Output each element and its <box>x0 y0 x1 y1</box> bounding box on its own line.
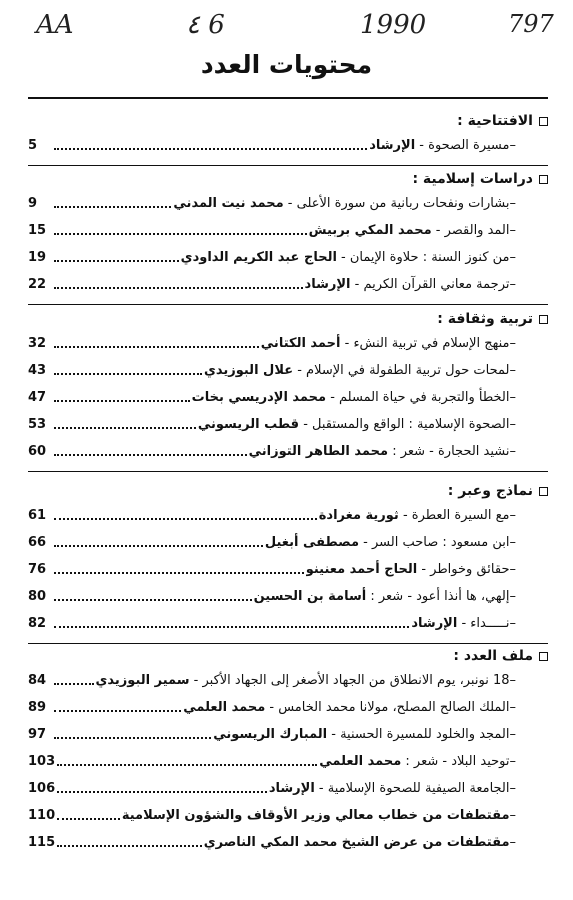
entry-title-text: 18 نونبر، يوم الانطلاق من الجهاد الأصغر إلى الجهاد الأكبر - <box>189 673 510 688</box>
entry-page-number: 84 <box>28 673 47 688</box>
entry-dash: – <box>509 754 516 769</box>
entry-title <box>204 829 510 856</box>
entry-page-number: 43 <box>28 363 47 378</box>
entry-title-text: الصحوة الإسلامية : الواقع والمستقبل - <box>299 417 510 432</box>
toc-entry[interactable] <box>28 829 548 856</box>
entry-title <box>261 330 510 357</box>
toc-entry[interactable] <box>28 775 548 802</box>
toc-entry[interactable] <box>28 438 548 465</box>
toc-entry[interactable] <box>28 271 548 298</box>
handwritten-issue-mark: ٤ 6 <box>186 10 225 40</box>
entry-title-text: توحيد البلاد - شعر : <box>401 754 510 769</box>
dot-leader <box>54 453 247 456</box>
entry-dash: – <box>509 589 516 604</box>
checkbox-square-icon <box>539 117 548 126</box>
toc-section <box>28 645 548 856</box>
entry-dash: – <box>509 417 516 432</box>
entry-author: الإرشاد <box>369 138 416 153</box>
entry-title-text: الملك الصالح المصلح، مولانا محمد الخامس - <box>265 700 510 715</box>
toc-entry[interactable] <box>28 583 548 610</box>
entry-dash: – <box>509 781 516 796</box>
entry-dash: – <box>509 390 516 405</box>
entry-page-number: 80 <box>28 589 47 604</box>
entry-title <box>213 721 509 748</box>
entry-author: المبارك الريسوني <box>213 727 328 742</box>
entry-author: مصطفى أبغيل <box>264 535 360 550</box>
entry-title-text: بشارات ونفحات ربانية من سورة الأعلى - <box>283 196 510 211</box>
entry-author: الإرشاد <box>411 616 458 631</box>
section-divider <box>28 643 548 644</box>
entry-title <box>319 748 509 775</box>
dot-leader <box>54 598 252 601</box>
entry-title <box>198 411 510 438</box>
entry-title <box>192 384 510 411</box>
entry-author: محمد العلمي <box>319 754 402 769</box>
entry-dash: – <box>509 336 516 351</box>
toc-entry[interactable] <box>28 556 548 583</box>
toc-entry[interactable] <box>28 411 548 438</box>
entry-dash: – <box>509 444 516 459</box>
entry-title <box>305 271 510 298</box>
entry-dash: – <box>509 508 516 523</box>
dot-leader <box>54 517 317 520</box>
dot-leader <box>54 571 304 574</box>
section-heading-label: دراسات إسلامية : <box>412 171 533 187</box>
entry-title-text: من كنوز السنة : حلاوة الإيمان - <box>336 250 510 265</box>
entry-author: محمد المكي بربيش <box>308 223 432 238</box>
dot-leader <box>54 544 263 547</box>
entry-title-text: الجامعة الصيفية للصحوة الإسلامية - <box>314 781 510 796</box>
entry-title <box>173 190 509 217</box>
entry-title-text: ترجمة معاني القرآن الكريم - <box>350 277 510 292</box>
section-heading-label: نماذج وعبر : <box>447 483 533 499</box>
toc-entry[interactable] <box>28 330 548 357</box>
toc-section <box>28 110 548 166</box>
handwritten-year: 1990 <box>360 10 427 40</box>
dot-leader <box>54 709 181 712</box>
entry-dash: – <box>509 196 516 211</box>
entry-title <box>369 132 509 159</box>
toc-entry[interactable] <box>28 529 548 556</box>
entry-title-text: لمحات حول تربية الطفولة في الإسلام - <box>293 363 510 378</box>
entry-author: محمد نيت المدني <box>173 196 284 211</box>
toc-entry[interactable] <box>28 667 548 694</box>
checkbox-square-icon <box>539 175 548 184</box>
entry-author: محمد الإدريسي بخات <box>191 390 327 405</box>
entry-title <box>309 217 510 244</box>
dot-leader <box>54 736 211 739</box>
entry-author: الإرشاد <box>304 277 351 292</box>
entry-page-number: 19 <box>28 250 47 265</box>
entry-title-text: مع السيرة العطرة - <box>398 508 510 523</box>
toc-section <box>28 308 548 472</box>
entry-dash: – <box>509 223 516 238</box>
section-heading <box>28 480 548 502</box>
entry-dash: – <box>509 277 516 292</box>
dot-leader <box>54 232 307 235</box>
handwritten-number-left: AA <box>36 10 74 40</box>
entry-dash: – <box>509 835 516 850</box>
entry-page-number: 66 <box>28 535 47 550</box>
dot-leader <box>57 763 317 766</box>
entry-author: علال البوزيدي <box>203 363 294 378</box>
entry-title-text: ابن مسعود : صاحب السر - <box>359 535 510 550</box>
entry-author: محمد الطاهر التوزاني <box>248 444 389 459</box>
entry-title-text: منهج الإسلام في تربية النشء - <box>340 336 510 351</box>
title-divider <box>28 97 548 99</box>
entry-title <box>265 529 510 556</box>
checkbox-square-icon <box>539 487 548 496</box>
toc-section <box>28 480 548 644</box>
entry-page-number: 53 <box>28 417 47 432</box>
entry-title-text: المجد والخلود للمسيرة الحسنية - <box>327 727 510 742</box>
entry-page-number: 97 <box>28 727 47 742</box>
entry-title <box>181 244 510 271</box>
dot-leader <box>57 844 202 847</box>
toc-entry[interactable] <box>28 244 548 271</box>
entry-author: أحمد الكتاني <box>260 336 341 351</box>
entry-dash: – <box>509 535 516 550</box>
dot-leader <box>54 426 196 429</box>
dot-leader <box>54 259 179 262</box>
entry-dash: – <box>509 700 516 715</box>
entry-page-number: 15 <box>28 223 47 238</box>
section-heading <box>28 645 548 667</box>
entry-author: مقتطفات من خطاب معالي وزير الأوقاف والشؤون الإسلامية <box>121 808 510 823</box>
checkbox-square-icon <box>539 652 548 661</box>
entry-dash: – <box>509 562 516 577</box>
entry-title-text: مسيرة الصحوة - <box>415 138 510 153</box>
entry-dash: – <box>509 727 516 742</box>
entry-author: مقتطفات من عرض الشيخ محمد المكي الناصري <box>203 835 510 850</box>
entry-author: الإرشاد <box>268 781 315 796</box>
entry-title <box>122 802 510 829</box>
entry-dash: – <box>509 250 516 265</box>
entry-author: الحاج أحمد معنينو <box>305 562 418 577</box>
section-divider <box>28 304 548 305</box>
entry-author: الحاج عبد الكريم الداودي <box>180 250 337 265</box>
entry-dash: – <box>509 616 516 631</box>
entry-page-number: 32 <box>28 336 47 351</box>
entry-title <box>306 556 510 583</box>
entry-dash: – <box>509 673 516 688</box>
dot-leader <box>54 682 94 685</box>
entry-page-number: 106 <box>28 781 56 796</box>
dot-leader <box>54 372 202 375</box>
entry-title <box>204 357 510 384</box>
entry-author: سمير البوزيدي <box>95 673 190 688</box>
entry-page-number: 89 <box>28 700 47 715</box>
entry-author: قطب الريسوني <box>197 417 300 432</box>
toc-section <box>28 168 548 305</box>
entry-title <box>319 502 510 529</box>
toc-entry[interactable] <box>28 694 548 721</box>
entry-dash: – <box>509 138 516 153</box>
entry-author: أسامة بن الحسين <box>253 589 367 604</box>
entry-dash: – <box>509 808 516 823</box>
toc-entry[interactable] <box>28 190 548 217</box>
entry-title-text: نشيد الحجارة - شعر : <box>388 444 510 459</box>
entry-title-text: إلهي، ها أنذا أعود - شعر : <box>366 589 510 604</box>
entry-title-text: حقائق وخواطر - <box>417 562 510 577</box>
toc-entry[interactable] <box>28 132 548 159</box>
toc-entry[interactable] <box>28 748 548 775</box>
entry-title <box>269 775 510 802</box>
entry-title-text: الخطأ والتجربة في حياة المسلم - <box>326 390 510 405</box>
entry-page-number: 61 <box>28 508 47 523</box>
section-heading <box>28 110 548 132</box>
section-heading-label: ملف العدد : <box>453 648 533 664</box>
entry-page-number: 115 <box>28 835 56 850</box>
section-divider <box>28 165 548 166</box>
entry-page-number: 9 <box>28 196 38 211</box>
entry-page-number: 110 <box>28 808 56 823</box>
entry-page-number: 22 <box>28 277 47 292</box>
entry-title <box>254 583 510 610</box>
section-heading <box>28 168 548 190</box>
toc-entry[interactable] <box>28 502 548 529</box>
entry-page-number: 47 <box>28 390 47 405</box>
toc-entry[interactable] <box>28 721 548 748</box>
section-divider <box>28 471 548 472</box>
entry-title <box>249 438 510 465</box>
entry-page-number: 5 <box>28 138 38 153</box>
entry-author: محمد العلمي <box>183 700 266 715</box>
dot-leader <box>54 625 409 628</box>
section-heading-label: تربية وثقافة : <box>437 311 533 327</box>
entry-title-text: نـــــداء - <box>457 616 510 631</box>
checkbox-square-icon <box>539 315 548 324</box>
entry-page-number: 76 <box>28 562 47 577</box>
entry-dash: – <box>509 363 516 378</box>
dot-leader <box>54 286 303 289</box>
toc-entry[interactable] <box>28 357 548 384</box>
entry-page-number: 82 <box>28 616 47 631</box>
dot-leader <box>57 790 267 793</box>
section-heading-label: الافتتاحية : <box>457 113 533 129</box>
page-title: محتويات العدد <box>200 50 373 79</box>
entry-page-number: 60 <box>28 444 47 459</box>
handwritten-number-right: 797 <box>508 10 554 38</box>
dot-leader <box>54 147 367 150</box>
section-heading <box>28 308 548 330</box>
entry-author: ثورية مغرادة <box>318 508 399 523</box>
dot-leader <box>57 817 120 820</box>
entry-page-number: 103 <box>28 754 56 769</box>
entry-title-text: المد والقصر - <box>431 223 510 238</box>
entry-title <box>183 694 509 721</box>
toc-entry[interactable] <box>28 610 548 637</box>
toc-entry[interactable] <box>28 384 548 411</box>
dot-leader <box>54 345 259 348</box>
toc-entry[interactable] <box>28 802 548 829</box>
toc-entry[interactable] <box>28 217 548 244</box>
dot-leader <box>54 399 190 402</box>
entry-title <box>411 610 509 637</box>
entry-title <box>96 667 510 694</box>
dot-leader <box>54 205 171 208</box>
